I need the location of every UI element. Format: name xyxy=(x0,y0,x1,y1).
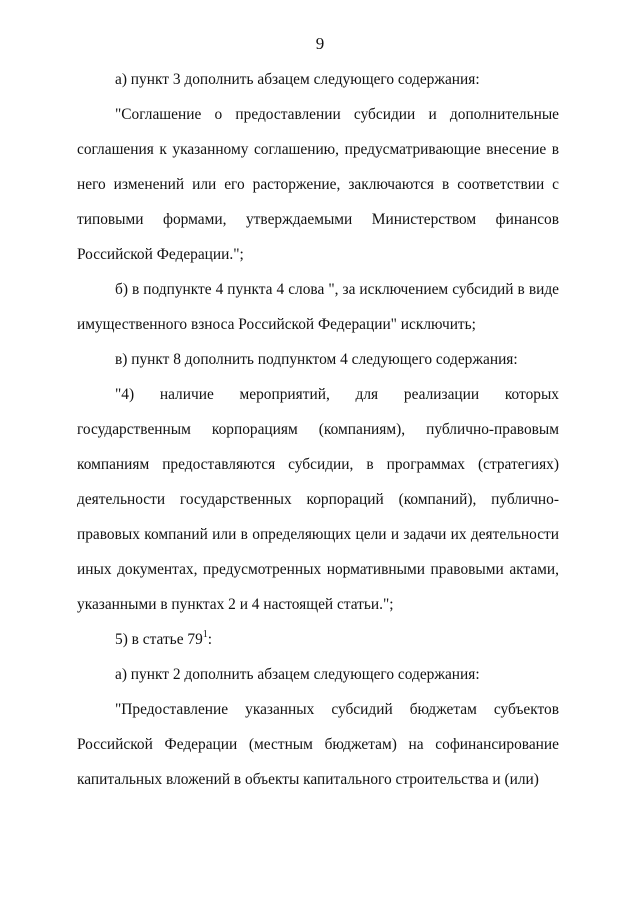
paragraph-a-point-3: а) пункт 3 дополнить абзацем следующего содержания: xyxy=(115,71,480,88)
article-ref-prefix: 5) в статье 79 xyxy=(115,631,203,648)
quote-agreement-subsidy: "Соглашение о предоставлении субсидии и дополнительные соглашения к указанному соглашению, предусматривающие внесение в него изменений или его расторжение, заключаются в соответствии с типовыми формами, утверждаемыми Министерством финансов Российской Федерации."; xyxy=(77,106,559,263)
article-ref-suffix: : xyxy=(207,631,213,648)
paragraph-b-subpoint-4: б) в подпункте 4 пункта 4 слова ", за исключением субсидий в виде имущественного взноса Российской Федерации" исключить; xyxy=(77,281,559,333)
paragraph-article-79-1 xyxy=(77,622,559,657)
quote-provision-subsidies: "Предоставление указанных субсидий бюджетам субъектов Российской Федерации (местным бюджетам) на софинансирование капитальных вложений в объекты капитального строительства и (или) xyxy=(77,701,559,788)
document-body xyxy=(77,62,559,797)
article-ref-superscript: 1 xyxy=(202,628,208,640)
paragraph-v-point-8: в) пункт 8 дополнить подпунктом 4 следующего содержания: xyxy=(115,351,518,368)
page-number: 9 xyxy=(315,34,325,53)
paragraph-a-point-2: а) пункт 2 дополнить абзацем следующего содержания: xyxy=(115,666,480,683)
quote-subpoint-4-measures: "4) наличие мероприятий, для реализации которых государственным корпорациям (компаниям), публично-правовым компаниям предоставляются субсидии, в программах (стратегиях) деятельности государственных корпораций (компаний), публично-правовых компаний или в определяющих цели и задачи их деятельности иных документах, предусмотренных нормативными правовыми актами, указанными в пунктах 2 и 4 настоящей статьи."; xyxy=(77,386,559,613)
